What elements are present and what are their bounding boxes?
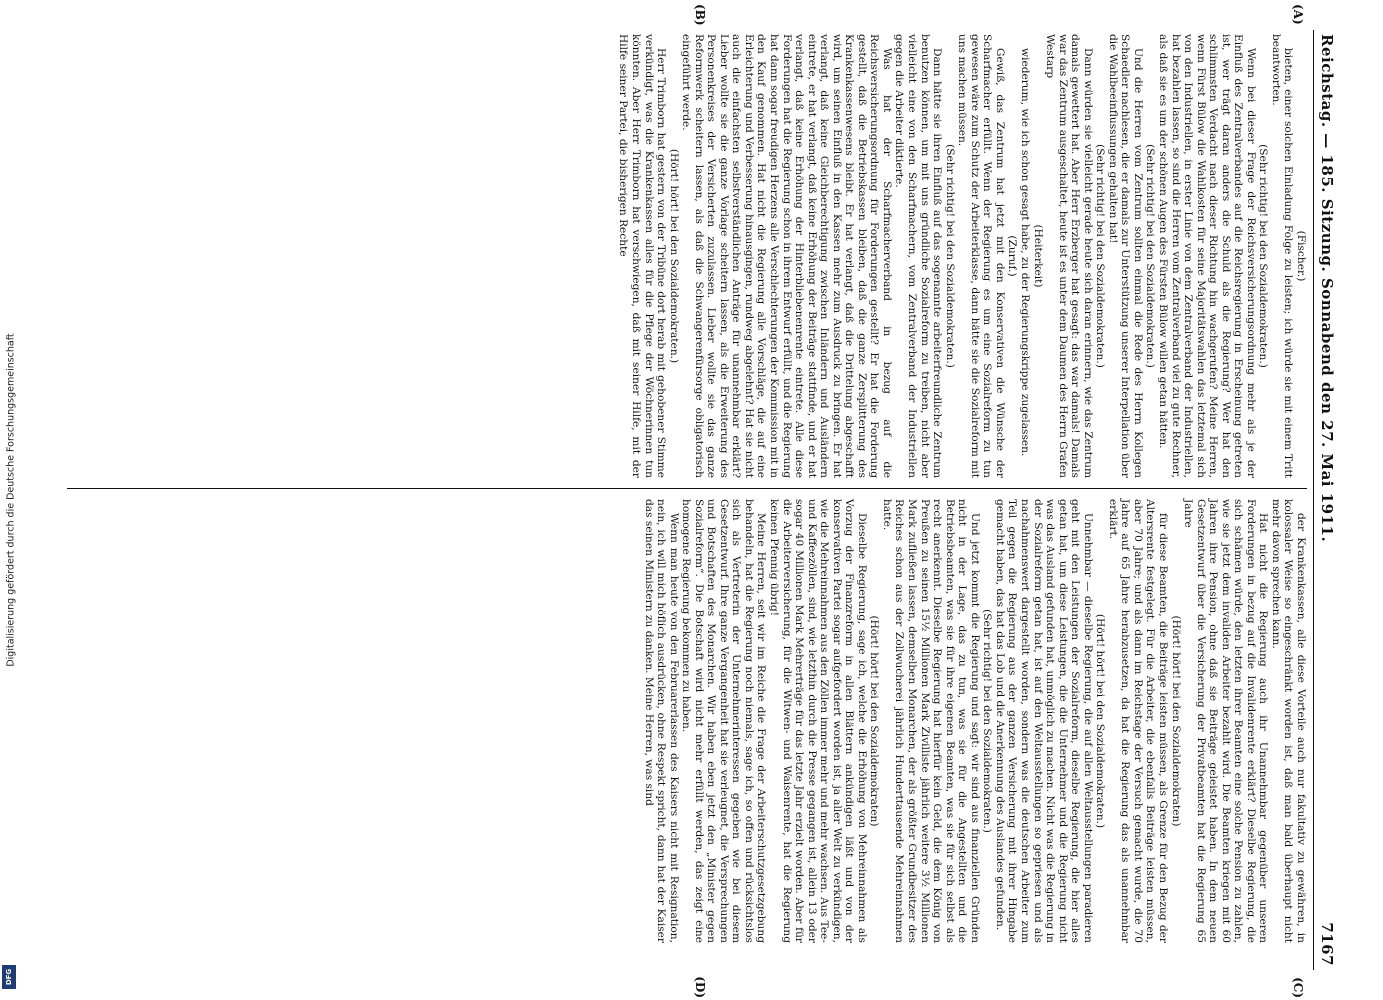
paragraph: (Hört! hört! bei den Sozialdemokraten.)	[667, 148, 680, 364]
paragraph: Dieselbe Regierung, sage ich, welche die Erhöhung von Mehreinnahmen als Vorzug der Finanzreform in allen Blättern ankündigen läßt und von der konservativen Partei sogar aufgefordert worden ist, ja aller Welt zu verkündigen, wie die Mehreinnahmen aus den Zöllen immer mehr und mehr wachsen. Aus Tee- und Kaffeezöllen, sind, wie letzthin durch die Presse gegangen ist, allein 13 oder sogar 40 Millionen Mark Mehrerträge für das letzte Jahr erzielt worden. Aber für die Arbeiterversicherung, für die Witwen- und Waisenrente, hat die Regierung keinen Pfennig übrig!	[768, 499, 868, 943]
funding-note: Digitalisierung gefördert durch die Deutsche Forschungsgemeinschaft	[5, 333, 17, 667]
funding-footer	[2, 30, 20, 970]
dfg-logo	[2, 965, 16, 989]
speaker-name: (Fischer.)	[1295, 230, 1307, 282]
paragraph: (Sehr richtig! bei den Sozialdemokraten.)	[1094, 144, 1107, 368]
text-columns	[67, 4, 1307, 998]
paragraph: Hat nicht die Regierung auch ihr Unannehmbar gegenüber unseren Forderungen in bezug auf die Invalidenrente erklärt? Dieselbe Regierung, die sich schämen würde, den letzten ihrer Beamten eine solche Pension zu zahlen, wie sie jetzt dem invaliden Arbeiter bezahlt wird. Die Beamten kriegen mit 60 Jahren ihre Pension, ohne daß sie Beiträge geleistet haben. In dem neuen Gesetzentwurf über die Versicherung der Privatbeamten hat die Regierung 65 Jahre	[1182, 499, 1270, 943]
margin-marker-d: (D)	[693, 976, 707, 998]
paragraph: (Heiterkeit)	[1031, 224, 1044, 288]
paragraph: (Sehr richtig! bei den Sozialdemokraten.)	[981, 609, 994, 833]
paragraph: (Sehr richtig! bei den Sozialdemokraten.)	[1257, 144, 1270, 368]
column-divider	[67, 488, 1307, 489]
paragraph: für diese Beamten, die Beiträge leisten müssen, als Grenze für den Bezug der Altersrente festgelegt. Für die Arbeiter, die ebenfalls Beiträge leisten müssen, aber 70 Jahre; und als dann im Reichstage der Versuch gemacht wurde, die 70 Jahre auf 65 Jahre herabzusetzen, da hat die Regierung das als unannehmbar erklärt.	[1106, 499, 1169, 943]
paragraph: (Sehr richtig! bei den Sozialdemokraten.)	[1144, 144, 1157, 368]
paragraph: Wenn bei dieser Frage der Reichsversicherungsordnung mehr als je der Einfluß des Zentralverbandes auf die Reichsregierung in Erscheinung getreten ist, wer trägt daran anders die Schuld als die Regierung? Wer hat den schlimmsten Verdacht nach dieser Richtung hin wachgerufen? Meine Herren, wenn Fürst Bülow die Wahlkosten für seine Majoritätswahlen das letztemal sich von den Industriellen, in erster Linie von dem Zentralverband der Industriellen, hat bezahlen lassen, so sind die Herren vom Zentralverband viel zu gute Rechner, als daß sie es um der schönen Augen des Fürsten Bülow willen getan hätten.	[1156, 34, 1257, 478]
paragraph: Dann würden sie vielleicht gerade heute sich daran erinnern, wie das Zentrum damals gewettert hat. Aber Herr Erzberger hat gesagt: das war damals! Damals war das Zentrum ausgeschaltet, heute ist es unter dem Daumen des Herrn Grafen Westarp	[1044, 34, 1094, 478]
paragraph: Dann hätte sie ihren Einfluß auf das sogenannte arbeiterfreundliche Zentrum benutzen können, um mit uns gründliche Sozialreform zu treiben, nicht aber vielleicht eine von den Scharfmachern, vom Zentralverband der Industriellen gegen die Arbeiter diktierte.	[893, 34, 944, 478]
scanned-page	[50, 4, 1340, 998]
page-header	[1314, 30, 1340, 970]
margin-marker-c: (C)	[1291, 977, 1305, 998]
paragraph: Und jetzt kommt die Regierung und sagt: wir sind aus finanziellen Gründen nicht in der Lage, das zu tun, was sie für die Angestellten und die Betriebsbeamten, was sie für ihre eigenen Beamten, was sie für sich selbst als recht anerkennt. Dieselbe Regierung hat hierfür kein Geld, die dem König von Preußen zu seinen 15½ Millionen Mark Zivilliste jährlich weitere 3½ Millionen Mark zufließen lassen, demselben Monarchen, der als größter Grundbesitzer des Reiches schon aus der Zollwucherei jährlich Hunderttausende Mehreinnahmen hatte.	[880, 499, 981, 943]
paragraph: (Sehr richtig! bei den Sozialdemokraten.)	[943, 144, 956, 368]
paragraph: wiederum, wie ich schon gesagt habe, zu der Regierungskrippe zugelassen.	[1018, 48, 1031, 457]
margin-marker-a: (A)	[1291, 4, 1305, 25]
paragraph: Was hat der Scharfmacherverband in bezug auf die Reichsversicherungsordnung für Forderungen gestellt? Er hat die Forderung gestellt, daß die Betriebskassen bleiben, daß die ganze Zersplitterung des Krankenkassenwesens bleibt. Er hat verlangt, daß die Drittelung abgeschafft wird, um seinen Einfluß in den Kassen mehr zum Ausdruck zu bringen. Er hat verlangt, daß keine Gleichberechtigung zwischen Inländern und Ausländern eintrete, er hat verlangt, daß keine Erhöhung der Beiträge stattfinde, und er hat verlangt, daß keine Erhöhung der Hinterbliebenenrente eintrete. Alle diese Forderungen hat die Regierung schon in ihrem Entwurf erfüllt, und die Regierung hat dann sogar freudigen Herzens alle Verschlechterungen der Kommission mit in den Kauf genommen. Hat nicht die Regierung alle Vorschläge, die auf eine Erleichterung und Verbesserung hinausgingen, rundweg abgelehnt? Hat sie nicht auch die einfachsten selbstverständlichen Anträge für unannehmbar erklärt? Lieber wollte sie die ganze Vorlage scheitern lassen, als die Erweiterung des Personenkreises der Versicherten zuzulassen. Lieber wollte sie das ganze Reformwerk scheitern lassen, als daß die Schwangerenfürsorge obligatorisch eingeführt werde.	[680, 34, 893, 478]
paragraph: Und die Herren vom Zentrum sollten einmal die Rede des Herrn Kollegen Schaedler nachlesen, die er damals zur Unterstützung unserer Interpellation über die Wahlbeeinflussungen gehalten hat!	[1106, 34, 1144, 478]
header-rule	[1313, 30, 1314, 970]
paragraph: (Hört! hört! bei den Sozialdemokraten)	[1169, 615, 1182, 827]
paragraph: (Zuruf.)	[1006, 235, 1019, 277]
paragraph: Unnehmbar — dieselbe Regierung, die auf allen Weltausstellungen paradieren geht mit den Leistungen der Sozialreform, dieselbe Regierung, die hier alles getan hat, um diese Leistungen, die die Unternehmer und die Regierung nicht was das Ausland gefunden hat, unmöglich zu machen. Nicht was die Regierung in der Sozialreform getan hat, ist auf den Weltausstellungen so gepriesen und als nachahmenswert dargestellt worden, sondern was die deutschen Arbeiter zum Teil gegen die Regierung aus der ganzen Versicherung mit ihrer Hingabe gemacht haben, das hat das Lob und die Anerkennung des Auslandes gefunden.	[993, 499, 1094, 943]
paragraph: bieten, einer solchen Einladung Folge zu leisten; ich würde sie mit einem Tritt beantworten.	[1269, 34, 1295, 478]
left-column	[67, 30, 1307, 482]
paragraph: (Hört! hört! bei den Sozialdemokraten)	[868, 615, 881, 827]
paragraph: (Hört! hört! bei den Sozialdemokraten.)	[1094, 613, 1107, 829]
page-number: 7167	[1318, 922, 1336, 966]
paragraph: Herr Trimborn hat gestern von der Tribüne dort herab mit gehobener Stimme verkündigt, was die Krankenkassen alles für die Pflege der Wöchnerinnen tun könnten. Aber Herr Trimborn hat verschwiegen, daß mit seiner Hilfe, mit der Hilfe seiner Partei, die bisherigen Rechte	[617, 34, 668, 478]
right-column	[67, 495, 1307, 947]
dfg-logo-text: DFG	[5, 968, 13, 986]
running-title: Reichstag. — 185. Sitzung. Sonnabend den 27. Mai 1911.	[1318, 34, 1336, 543]
paragraph: Gewiß, das Zentrum hat jetzt mit den Konservativen die Wünsche der Scharfmacher erfüllt. Wenn der Regierung es um eine Sozialreform zu tun gewesen wäre zum Schutz der Arbeiterklasse, dann hätte sie die Sozialreform mit uns machen müssen.	[956, 34, 1006, 478]
paragraph: Wenn man heute von den Februarerlassen des Kaisers nicht mit Resignation, nein, ich will mich höflich ausdrücken, ohne Respekt spricht, dann hat der Kaiser das seinen Ministern zu danken. Meine Herren, was sind	[642, 499, 680, 943]
paragraph: der Krankenkassen, alle diese Vorteile auch nur fakultativ zu gewähren, in kolossaler Weise so eingeschränkt worden ist, daß man bald überhaupt nicht mehr davon sprechen kann.	[1269, 499, 1307, 943]
paragraph: Meine Herren, seit wir im Reiche die Frage der Arbeiterschutzgesetzgebung behandeln, hat die Regierung noch niemals, sage ich, so offen und rücksichtslos sich als Vertreterin der Unternehmerinteressen gegeben wie bei diesem Gesetzentwurf. Ihre ganze Vergangenheit hat sie verleugnet, die Versprechungen und Botschaften des Monarchen. Wir haben eben jetzt den „Minister gegen Sozialreform“. Die Botschaft wird nicht mehr erfüllt werden, das zeigt eine homogene Regierung bekommen zu haben.	[680, 499, 768, 943]
rotated-page-content	[50, 4, 1340, 998]
margin-marker-b: (B)	[693, 4, 707, 26]
